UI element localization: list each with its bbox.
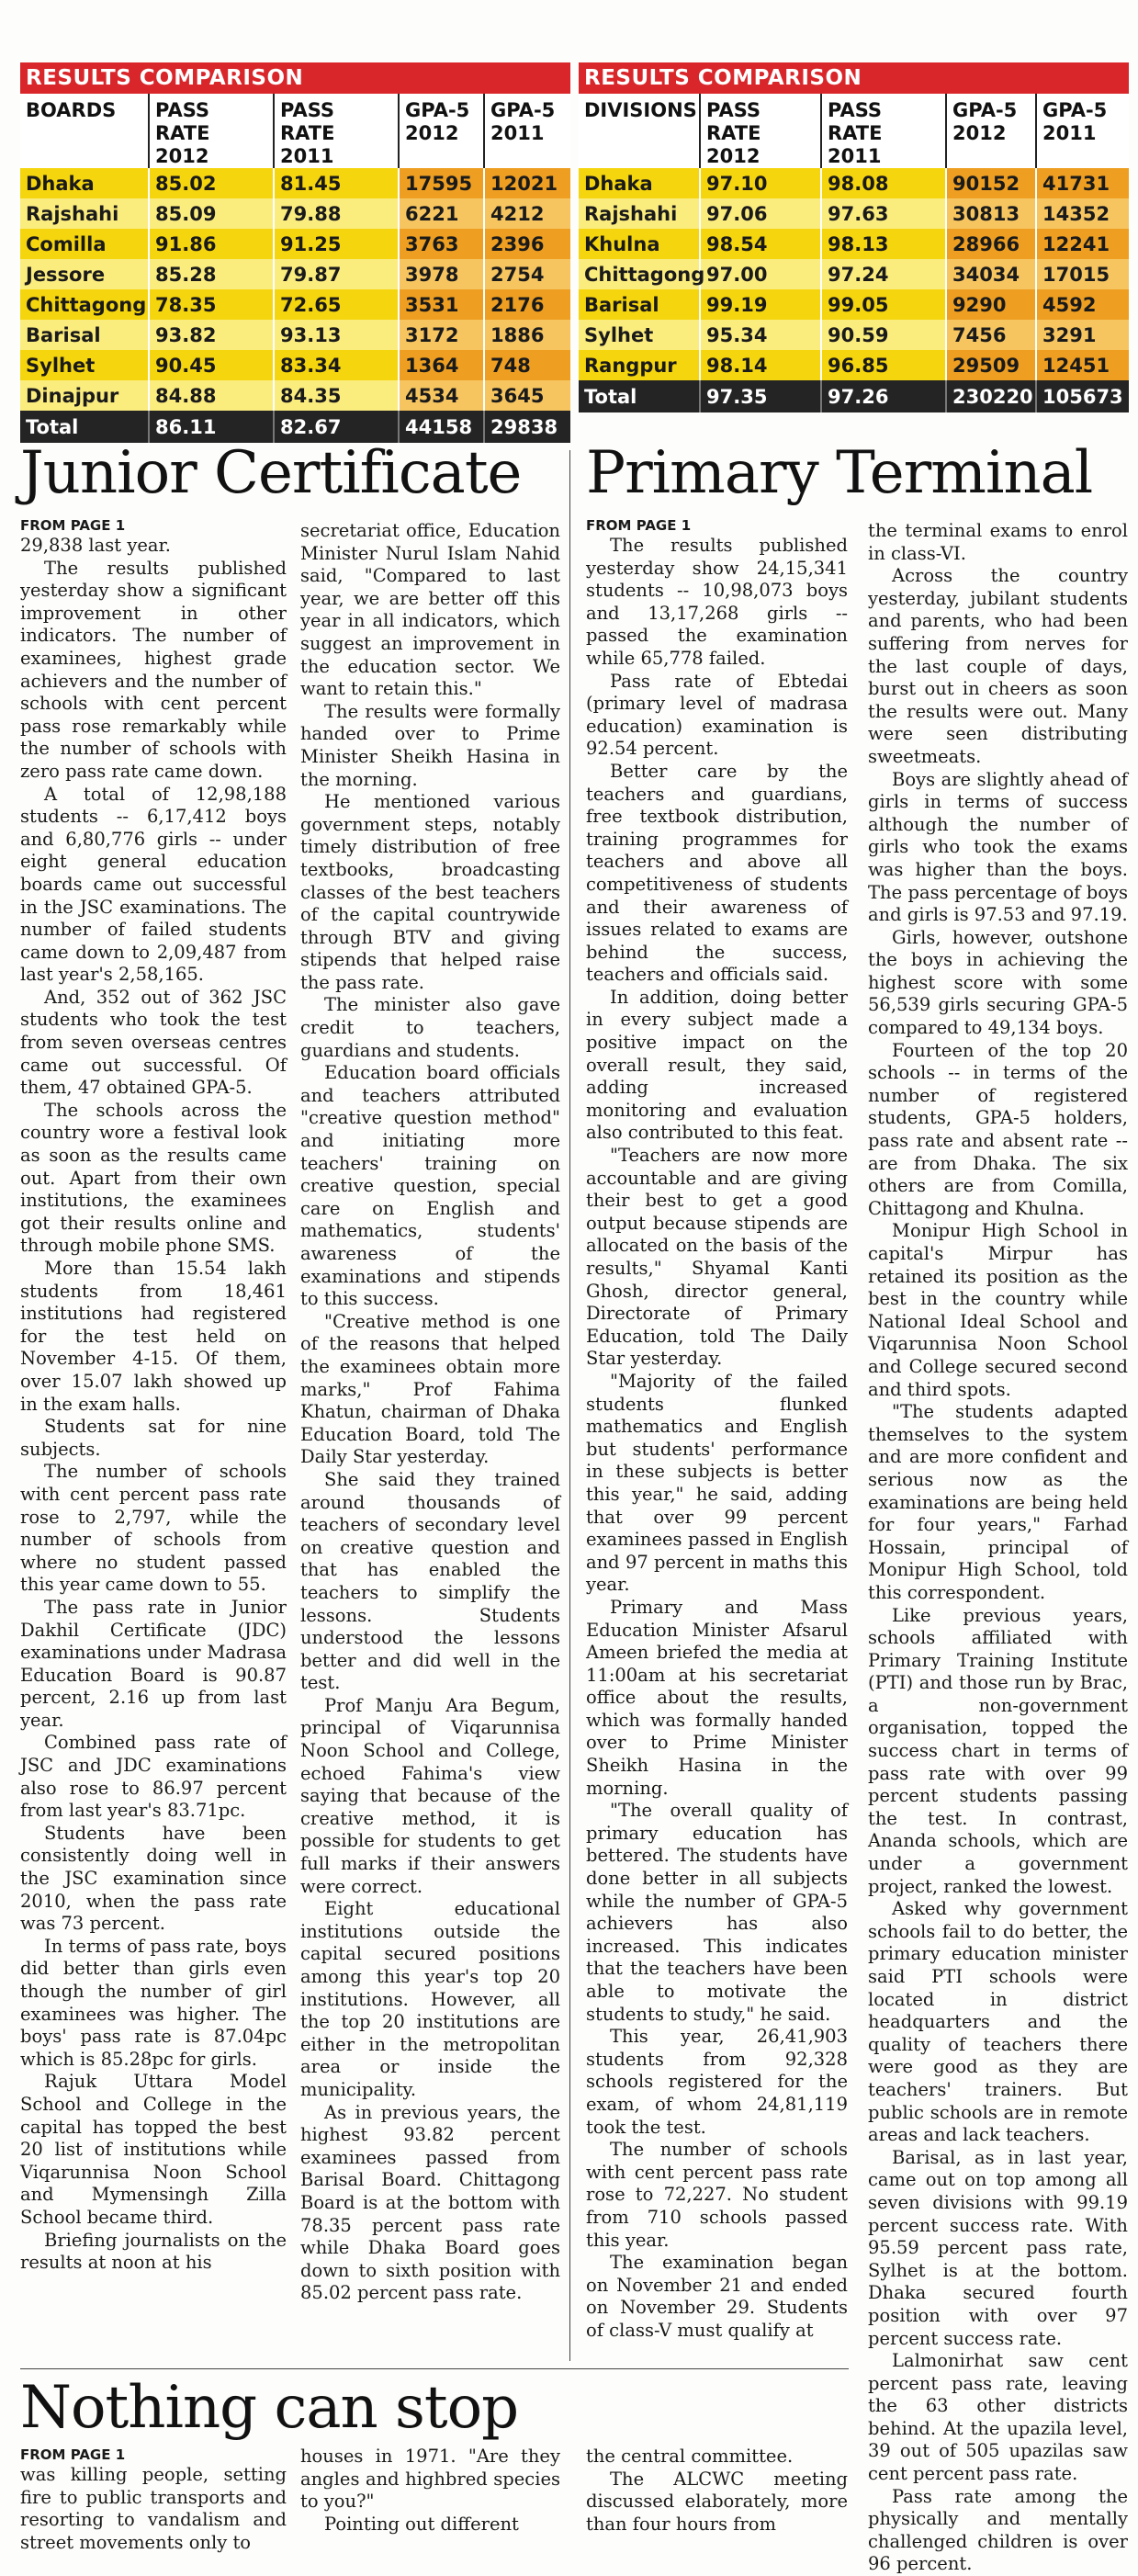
article-paragraph: "Creative method is one of the reasons that helped the examinees obtain more marks," Prof Fahima Khatun, chairman of Dhaka Education Board, told The Daily Star yesterday. <box>300 1310 560 1468</box>
table-cell: 17015 <box>1036 259 1129 289</box>
column-header: DIVISIONS <box>579 94 700 168</box>
total-cell: 97.26 <box>821 380 946 412</box>
article-paragraph: Pointing out different <box>324 2513 519 2535</box>
article-paragraph: Boys are slightly ahead of girls in terms of success although the number of girls who took the exams was higher than the boys. The pass percentage of boys and girls is 97.53 and 97.19. <box>868 768 1128 926</box>
article-paragraph: houses in 1971. "Are they angles and highbred species to you?" <box>300 2446 560 2513</box>
table-cell: 2396 <box>484 229 570 259</box>
row-label: Barisal <box>579 289 700 320</box>
table-cell: 93.82 <box>149 320 274 350</box>
article-paragraph: More than 15.54 lakh students from 18,461 institutions had registered for the test held on November 4-15. Of them, over 15.07 lakh showed up in the exam halls. <box>20 1258 287 1415</box>
article-paragraph: the central committee. <box>586 2446 794 2467</box>
table-cell: 3763 <box>399 229 484 259</box>
article-paragraph: The number of schools with cent percent pass rate rose to 2,797, while the number of schools from where no student passed this year came down to 55. <box>20 1461 287 1596</box>
column-header: BOARDS <box>20 94 149 168</box>
total-cell: Total <box>20 411 149 443</box>
table-caption: RESULTS COMPARISON <box>579 62 1129 94</box>
table-cell: 97.63 <box>821 198 946 229</box>
article-paragraph: Education board officials and teachers attributed "creative question method" and initiating more teachers' training on creative question, special care on English and mathematics, students' awareness of the examinations and stipends to this success. <box>300 1062 560 1310</box>
table-row <box>579 350 1129 380</box>
nothing-article-column-3 <box>586 2446 848 2547</box>
total-cell: 29838 <box>484 411 570 443</box>
primary-article-column-1 <box>586 516 848 2363</box>
table-cell: 17595 <box>399 168 484 198</box>
article-paragraph: He mentioned various government steps, notably timely distribution of free textbooks, broadcasting classes of the best teachers of the capital countrywide through BTV and giving stipends that helped raise the pass rate. <box>300 791 560 993</box>
table-cell: 12451 <box>1036 350 1129 380</box>
article-paragraph: Like previous years, schools affiliated with Primary Training Institute (PTI) and those run by Brac, a non-government organisation, topped the success chart in terms of pass rate with over 99 percent students passing the test. In contrast, Ananda schools, which are under a government project, ranked the lowest. <box>868 1604 1128 1897</box>
article-paragraph: As in previous years, the highest 93.82 percent examinees passed from Barisal Board. Chittagong Board is at the bottom with 78.35 percent pass rate while Dhaka Board goes down to sixth position with 85.02 percent pass rate. <box>300 2101 560 2304</box>
row-label: Khulna <box>579 229 700 259</box>
table-cell: 90.45 <box>149 350 274 380</box>
table-cell: 4534 <box>399 380 484 411</box>
table-cell: 3291 <box>1036 320 1129 350</box>
table-row <box>579 320 1129 350</box>
article-paragraph: the terminal exams to enrol in class-VI. <box>868 520 1128 564</box>
table-cell: 93.13 <box>274 320 399 350</box>
table-cell: 95.34 <box>700 320 821 350</box>
table-row <box>20 380 570 411</box>
column-header: GPA-5 2012 <box>946 94 1036 168</box>
column-header: PASS RATE 2011 <box>821 94 946 168</box>
table-cell: 98.54 <box>700 229 821 259</box>
article-paragraph: Primary and Mass Education Minister Afsarul Ameen briefed the media at 11:00am at his secretariat office about the results, which was formally handed over to Prime Minister Sheikh Hasina in the morning. <box>586 1596 848 1799</box>
table-cell: 3645 <box>484 380 570 411</box>
article-paragraph: This year, 26,41,903 students from 92,328 schools registered for the exam, of whom 24,81,119 took the test. <box>586 2026 848 2138</box>
row-label: Dhaka <box>579 168 700 198</box>
table-cell: 4212 <box>484 198 570 229</box>
total-cell: Total <box>579 380 700 412</box>
table-cell: 98.13 <box>821 229 946 259</box>
total-cell: 86.11 <box>149 411 274 443</box>
table-cell: 91.86 <box>149 229 274 259</box>
column-header: PASS RATE 2012 <box>149 94 274 168</box>
row-label: Rangpur <box>579 350 700 380</box>
article-paragraph: Barisal, as in last year, came out on top among all seven divisions with 99.19 percent success rate. With 95.59 percent pass rate, Sylhet is at the bottom. Dhaka secured fourth position with over 97 percent success rate. <box>868 2146 1128 2349</box>
row-label: Dhaka <box>20 168 149 198</box>
table-row <box>579 289 1129 320</box>
divisions-results-table <box>579 62 1129 412</box>
table-cell: 28966 <box>946 229 1036 259</box>
table-cell: 748 <box>484 350 570 380</box>
article-paragraph: Students sat for nine subjects. <box>20 1416 287 1460</box>
table-cell: 90.59 <box>821 320 946 350</box>
boards-results-table <box>20 62 570 443</box>
table-cell: 85.02 <box>149 168 274 198</box>
article-paragraph: Eight educational institutions outside the capital secured positions among this year's top 20 institutions. However, all the top 20 institutions are either in the metropolitan area or inside the municipality. <box>300 1898 560 2100</box>
primary-terminal-headline: Primary Terminal <box>586 439 1093 507</box>
article-paragraph: In terms of pass rate, boys did better than girls even though the number of girl examinees was higher. The boys' pass rate is 87.04pc which is 85.28pc for girls. <box>20 1935 287 2070</box>
row-label: Sylhet <box>579 320 700 350</box>
article-paragraph: And, 352 out of 362 JSC students who took the test from seven overseas centres came out successful. Of them, 47 obtained GPA-5. <box>20 986 287 1099</box>
table-cell: 3978 <box>399 259 484 289</box>
table-caption: RESULTS COMPARISON <box>20 62 570 94</box>
table-cell: 6221 <box>399 198 484 229</box>
table-cell: 2754 <box>484 259 570 289</box>
article-paragraph: Briefing journalists on the results at noon at his <box>20 2229 287 2274</box>
table-cell: 29509 <box>946 350 1036 380</box>
article-paragraph: The schools across the country wore a festival look as soon as the results came out. Apart from their own institutions, the examinees got their results online and through mobile phone SMS. <box>20 1099 287 1257</box>
article-paragraph: was killing people, setting fire to public transports and resorting to vandalism and street movements only to <box>20 2464 287 2553</box>
article-paragraph: "The overall quality of primary education has bettered. The students have done better in all subjects while the number of GPA-5 achievers has also increased. This indicates that the teachers have been able to motivate the students to study," he said. <box>586 1800 848 2025</box>
table-cell: 12241 <box>1036 229 1129 259</box>
from-page-kicker: FROM PAGE 1 <box>20 2446 126 2463</box>
table-cell: 4592 <box>1036 289 1129 320</box>
table-cell: 72.65 <box>274 289 399 320</box>
article-paragraph: The pass rate in Junior Dakhil Certificate (JDC) examinations under Madrasa Education Board is 90.87 percent, 2.16 up from last year. <box>20 1596 287 1731</box>
article-paragraph: 29,838 last year. <box>20 535 171 556</box>
table-cell: 14352 <box>1036 198 1129 229</box>
table-cell: 98.14 <box>700 350 821 380</box>
article-paragraph: The results were formally handed over to Prime Minister Sheikh Hasina in the morning. <box>300 700 560 790</box>
column-header: PASS RATE 2011 <box>274 94 399 168</box>
row-label: Dinajpur <box>20 380 149 411</box>
row-label: Jessore <box>20 259 149 289</box>
row-label: Barisal <box>20 320 149 350</box>
junior-certificate-headline: Junior Certificate <box>20 439 522 507</box>
article-paragraph: Students have been consistently doing well in the JSC examination since 2010, when the pass rate was 73 percent. <box>20 1822 287 1935</box>
table-row <box>579 198 1129 229</box>
table-cell: 41731 <box>1036 168 1129 198</box>
row-label: Chittagong <box>579 259 700 289</box>
table-cell: 1886 <box>484 320 570 350</box>
row-label: Rajshahi <box>579 198 700 229</box>
table-cell: 84.35 <box>274 380 399 411</box>
nothing-article-column-1 <box>20 2446 287 2553</box>
total-cell: 82.67 <box>274 411 399 443</box>
nothing-article-column-2 <box>300 2446 560 2547</box>
article-paragraph: "Majority of the failed students flunked mathematics and English but students' performance in these subjects is better this year," he said, adding that over 99 percent examinees passed in English and 97 percent in maths this year. <box>586 1370 848 1596</box>
table-cell: 90152 <box>946 168 1036 198</box>
table-cell: 9290 <box>946 289 1036 320</box>
table-row <box>579 229 1129 259</box>
table-cell: 78.35 <box>149 289 274 320</box>
table-row <box>20 289 570 320</box>
table-cell: 97.10 <box>700 168 821 198</box>
article-paragraph: Better care by the teachers and guardians, free textbook distribution, training programmes for teachers and above all competitiveness of students and their awareness of issues related to exams are behind the success, teachers and officials said. <box>586 760 848 986</box>
article-paragraph: The results published yesterday show 24,15,341 students -- 10,98,073 boys and 13,17,268 girls -- passed the examination while 65,778 failed. <box>586 535 848 669</box>
article-paragraph: The number of schools with cent percent pass rate rose to 72,227. No student from 710 schools passed this year. <box>586 2139 848 2251</box>
table-cell: 3531 <box>399 289 484 320</box>
article-paragraph: The minister also gave credit to teachers, guardians and students. <box>300 994 560 1061</box>
table-cell: 2176 <box>484 289 570 320</box>
table-cell: 97.24 <box>821 259 946 289</box>
junior-article-column-1 <box>20 516 287 2363</box>
table-cell: 98.08 <box>821 168 946 198</box>
table-row <box>20 198 570 229</box>
article-paragraph: Rajuk Uttara Model School and College in the capital has topped the best 20 list of institutions while Viqarunnisa Noon School and Mymensingh Zilla School became third. <box>20 2071 287 2228</box>
table-row <box>20 259 570 289</box>
article-paragraph: Prof Manju Ara Begum, principal of Viqarunnisa Noon School and College, echoed Fahima's view saying that because of the creative method, it is possible for students to get full marks if their answers were correct. <box>300 1694 560 1897</box>
table-cell: 84.88 <box>149 380 274 411</box>
article-paragraph: The examination began on November 21 and ended on November 29. Students of class-V must qualify at <box>586 2252 848 2341</box>
from-page-kicker: FROM PAGE 1 <box>20 517 126 534</box>
total-cell: 105673 <box>1036 380 1129 412</box>
table-cell: 7456 <box>946 320 1036 350</box>
table-cell: 34034 <box>946 259 1036 289</box>
from-page-kicker: FROM PAGE 1 <box>586 517 692 534</box>
article-paragraph: Girls, however, outshone the boys in achieving the highest score with some 56,539 girls securing GPA-5 compared to 49,134 boys. <box>868 926 1128 1039</box>
total-cell: 230220 <box>946 380 1036 412</box>
article-paragraph: secretariat office, Education Minister Nurul Islam Nahid said, "Compared to last year, we are better off this year in all indicators, which suggest an improvement in the education sector. We want to retain this." <box>300 520 560 700</box>
column-header: GPA-5 2011 <box>1036 94 1129 168</box>
article-paragraph: "Teachers are now more accountable and are giving their best to get a good output because stipends are allocated on the basis of the results," Shyamal Kanti Ghosh, director general, Directorate of Primary Education, told The Daily Star yesterday. <box>586 1145 848 1370</box>
article-paragraph: In addition, doing better in every subject made a positive impact on the overall result, they said, adding increased monitoring and evaluation also contributed to this feat. <box>586 986 848 1144</box>
table-cell: 85.09 <box>149 198 274 229</box>
nothing-can-stop-headline: Nothing can stop <box>20 2374 519 2442</box>
article-paragraph: The results published yesterday show a significant improvement in other indicators. The number of examinees, highest grade achievers and the number of schools with cent percent pass rose remarkably while the number of schools with zero pass rate came down. <box>20 557 287 782</box>
article-paragraph: Pass rate of Ebtedai (primary level of madrasa education) examination is 92.54 percent. <box>586 670 848 760</box>
article-paragraph: Pass rate among the physically and mentally challenged children is over 96 percent. <box>868 2485 1128 2575</box>
row-label: Comilla <box>20 229 149 259</box>
article-paragraph: Asked why government schools fail to do better, the primary education minister said PTI schools were located in district headquarters and the quality of teachers there were good as they are teachers' trainers. But public schools are in remote areas and lack teachers. <box>868 1898 1128 2146</box>
table-row <box>20 168 570 198</box>
table-cell: 97.06 <box>700 198 821 229</box>
article-paragraph: The ALCWC meeting discussed elaborately, more than four hours from <box>586 2468 848 2535</box>
column-divider <box>569 450 570 2361</box>
article-paragraph: Fourteen of the top 20 schools -- in terms of the number of registered students, GPA-5 holders, pass rate and absent rate -- are from Dhaka. The six others are from Comilla, Chittagong and Khulna. <box>868 1039 1128 1219</box>
table-cell: 99.19 <box>700 289 821 320</box>
table-cell: 12021 <box>484 168 570 198</box>
table-cell: 99.05 <box>821 289 946 320</box>
table-row <box>20 229 570 259</box>
article-paragraph: Combined pass rate of JSC and JDC examinations also rose to 86.97 percent from last year's 83.71pc. <box>20 1732 287 1822</box>
total-cell: 97.35 <box>700 380 821 412</box>
article-paragraph: Monipur High School in capital's Mirpur has retained its position as the best in the country while National Ideal School and Viqarunnisa Noon School and College secured second and third spots. <box>868 1220 1128 1400</box>
table-cell: 96.85 <box>821 350 946 380</box>
table-cell: 81.45 <box>274 168 399 198</box>
column-header: PASS RATE 2012 <box>700 94 821 168</box>
article-paragraph: Across the country yesterday, jubilant students and parents, who had been suffering from nerves for the last couple of days, burst out in cheers as soon the results were out. Many were seen distributing sweetmeats. <box>868 565 1128 767</box>
section-rule <box>20 2368 849 2369</box>
table-row <box>20 350 570 380</box>
article-paragraph: Lalmonirhat saw cent percent pass rate, leaving the 63 other districts behind. At the upazila level, 39 out of 505 upazilas saw cent percent pass rate. <box>868 2350 1128 2485</box>
column-header: GPA-5 2011 <box>484 94 570 168</box>
table-cell: 79.87 <box>274 259 399 289</box>
article-paragraph: "The students adapted themselves to the system and are more confident and serious now as the examinations are being held for four years," Farhad Hossain, principal of Monipur High School, told this correspondent. <box>868 1401 1128 1603</box>
primary-article-column-2 <box>868 520 1128 2575</box>
table-cell: 3172 <box>399 320 484 350</box>
table-cell: 83.34 <box>274 350 399 380</box>
table-cell: 79.88 <box>274 198 399 229</box>
article-paragraph: She said they trained around thousands of teachers of secondary level on creative question and that has enabled the teachers to simplify the lessons. Students understood the lessons better and did well in the test. <box>300 1468 560 1694</box>
total-cell: 44158 <box>399 411 484 443</box>
row-label: Chittagong <box>20 289 149 320</box>
column-header: GPA-5 2012 <box>399 94 484 168</box>
row-label: Sylhet <box>20 350 149 380</box>
table-row <box>20 320 570 350</box>
row-label: Rajshahi <box>20 198 149 229</box>
table-cell: 1364 <box>399 350 484 380</box>
table-row <box>579 259 1129 289</box>
table-row <box>579 168 1129 198</box>
table-cell: 30813 <box>946 198 1036 229</box>
table-cell: 91.25 <box>274 229 399 259</box>
table-cell: 85.28 <box>149 259 274 289</box>
table-cell: 97.00 <box>700 259 821 289</box>
article-paragraph: A total of 12,98,188 students -- 6,17,412 boys and 6,80,776 girls -- under eight general education boards came out successful in the JSC examinations. The number of failed students came down to 2,09,487 from last year's 2,58,165. <box>20 783 287 986</box>
junior-article-column-2 <box>300 520 560 2363</box>
